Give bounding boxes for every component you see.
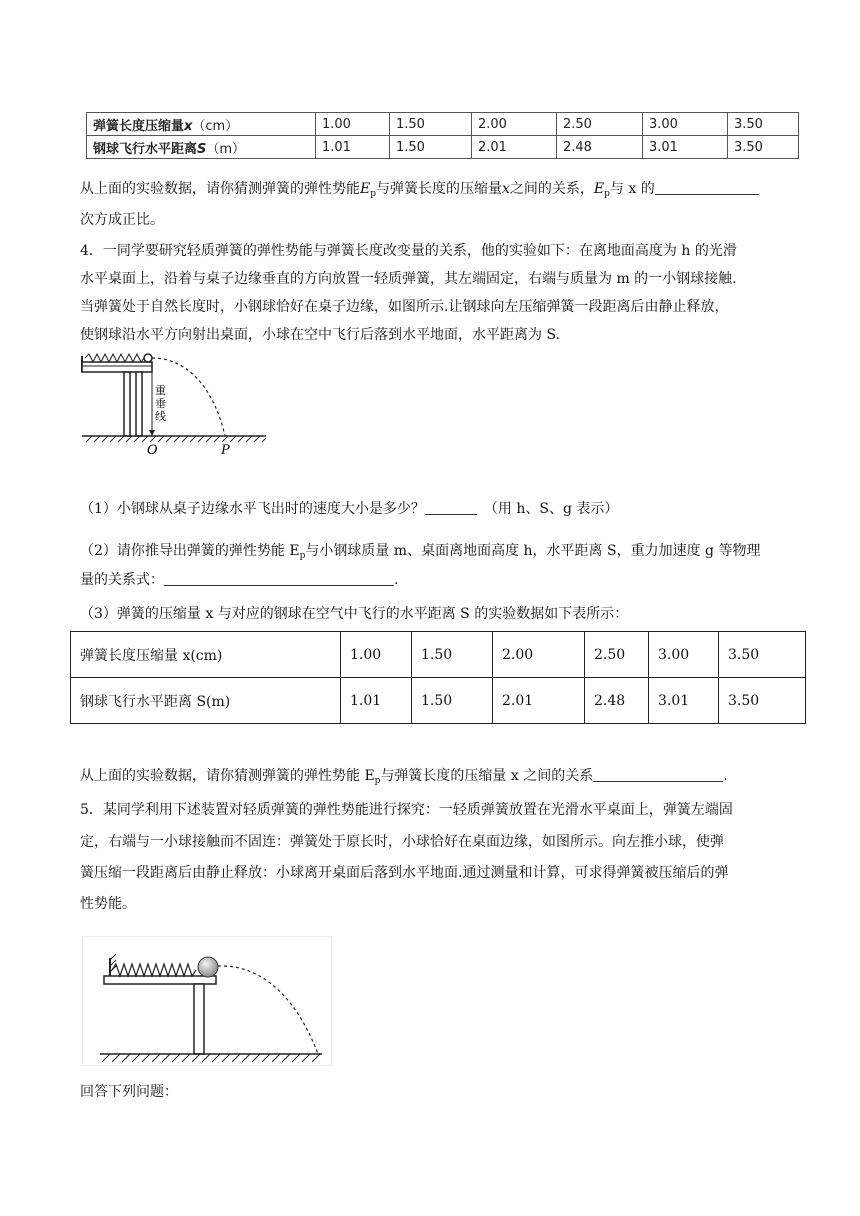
table-cell: 3.50 <box>728 136 799 159</box>
table-cell: 3.50 <box>719 678 806 724</box>
label-zhong: 重 <box>155 384 166 397</box>
q5-line-3: 簧压缩一段距离后由静止释放：小球离开桌面后落到水平地面.通过测量和计算，可求得弹簧被压缩后的弹 <box>80 865 729 881</box>
label-xian: 线 <box>155 410 166 423</box>
table-cell: 1.50 <box>390 113 472 136</box>
q4-line-3: 当弹簧处于自然长度时，小钢球恰好在桌子边缘，如图所示.让钢球向左压缩弹簧一段距离后由静止释放， <box>80 299 729 315</box>
data-table-2 <box>70 631 806 724</box>
answer-blank[interactable] <box>593 763 723 782</box>
table-cell: 2.48 <box>585 678 649 724</box>
table-cell: 3.50 <box>719 632 806 678</box>
table-row <box>87 113 799 136</box>
answer-blank[interactable] <box>425 496 477 515</box>
table-cell: 2.50 <box>557 113 643 136</box>
q4-sub-2: （2）请你推导出弹簧的弹性势能 $E_p$与小钢球质量 m、桌面离地面高度 h，水平距离 S，重力加速度 g 等物理 <box>80 543 761 561</box>
table-cell: 3.00 <box>649 632 719 678</box>
figure-table-spring-plumb <box>80 352 280 484</box>
q4-sub-3: （3）弹簧的压缩量 x 与对应的钢球在空气中飞行的水平距离 S 的实验数据如下表所示： <box>80 606 629 622</box>
table-cell: 3.50 <box>728 113 799 136</box>
table-cell: 1.00 <box>341 632 412 678</box>
table-cell: 1.00 <box>316 113 390 136</box>
table-cell: 2.01 <box>493 678 585 724</box>
q4-line-1: 4．一同学要研究轻质弹簧的弹性势能与弹簧长度改变量的关系，他的实验如下：在离地面高度为 h 的光滑 <box>80 243 737 259</box>
answer-blank[interactable] <box>655 176 759 195</box>
label-P: P <box>221 443 230 458</box>
paragraph-conclusion-1-cont: 次方成正比。 <box>80 212 164 228</box>
row-label: 钢球飞行水平距离S（m） <box>87 136 316 159</box>
q5-line-1: 5．某同学利用下述装置对轻质弹簧的弹性势能进行探究：一轻质弹簧放置在光滑水平桌面上，弹簧左端固 <box>80 802 733 818</box>
q4-sub-2-cont: 量的关系式： . <box>80 565 790 595</box>
q5-line-2: 定，右端与一小球接触而不固连：弹簧处于原长时，小球恰好在桌面边缘，如图所示。向左推小球，使弹 <box>80 834 724 850</box>
table-cell: 1.50 <box>412 678 493 724</box>
table-cell: 2.00 <box>472 113 557 136</box>
table-row <box>87 136 799 159</box>
table-row <box>71 678 806 724</box>
q4-sub-1: （1）小钢球从桌子边缘水平飞出时的速度大小是多少？ （用 h、S、g 表示） <box>80 494 790 524</box>
table-row <box>71 632 806 678</box>
table-cell: 3.00 <box>643 113 728 136</box>
row-label: 弹簧长度压缩量x（cm） <box>87 113 316 136</box>
paragraph-conclusion-2: 从上面的实验数据，请你猜测弹簧的弹性势能 $E_p$与弹簧长度的压缩量 x 之间的关系 . <box>80 761 790 791</box>
table-cell: 1.01 <box>341 678 412 724</box>
q5-line-4: 性势能。 <box>80 896 136 912</box>
table-cell: 3.01 <box>649 678 719 724</box>
q5-answer-prompt: 回答下列问题： <box>80 1084 178 1100</box>
table-cell: 2.50 <box>585 632 649 678</box>
row-label: 钢球飞行水平距离 S(m) <box>71 678 341 724</box>
data-table-1 <box>86 112 799 159</box>
table-cell: 2.48 <box>557 136 643 159</box>
paragraph-conclusion-1: 从上面的实验数据，请你猜测弹簧的弹性势能$E_p$与弹簧长度的压缩量x之间的关系，$E_p$与 x 的 <box>80 174 790 204</box>
label-chui: 垂 <box>155 397 166 410</box>
label-O: O <box>147 443 158 458</box>
table-cell: 2.00 <box>493 632 585 678</box>
row-label: 弹簧长度压缩量 x(cm) <box>71 632 341 678</box>
table-cell: 1.50 <box>412 632 493 678</box>
table-cell: 3.01 <box>643 136 728 159</box>
table-cell: 1.01 <box>316 136 390 159</box>
figure-spring-ball-table <box>82 936 332 1066</box>
q4-line-4: 使钢球沿水平方向射出桌面，小球在空中飞行后落到水平地面，水平距离为 S. <box>80 327 560 343</box>
q4-line-2: 水平桌面上，沿着与桌子边缘垂直的方向放置一轻质弹簧，其左端固定，右端与质量为 m 的一小钢球接触. <box>80 271 737 287</box>
table-cell: 1.50 <box>390 136 472 159</box>
answer-blank[interactable] <box>164 567 394 586</box>
table-cell: 2.01 <box>472 136 557 159</box>
